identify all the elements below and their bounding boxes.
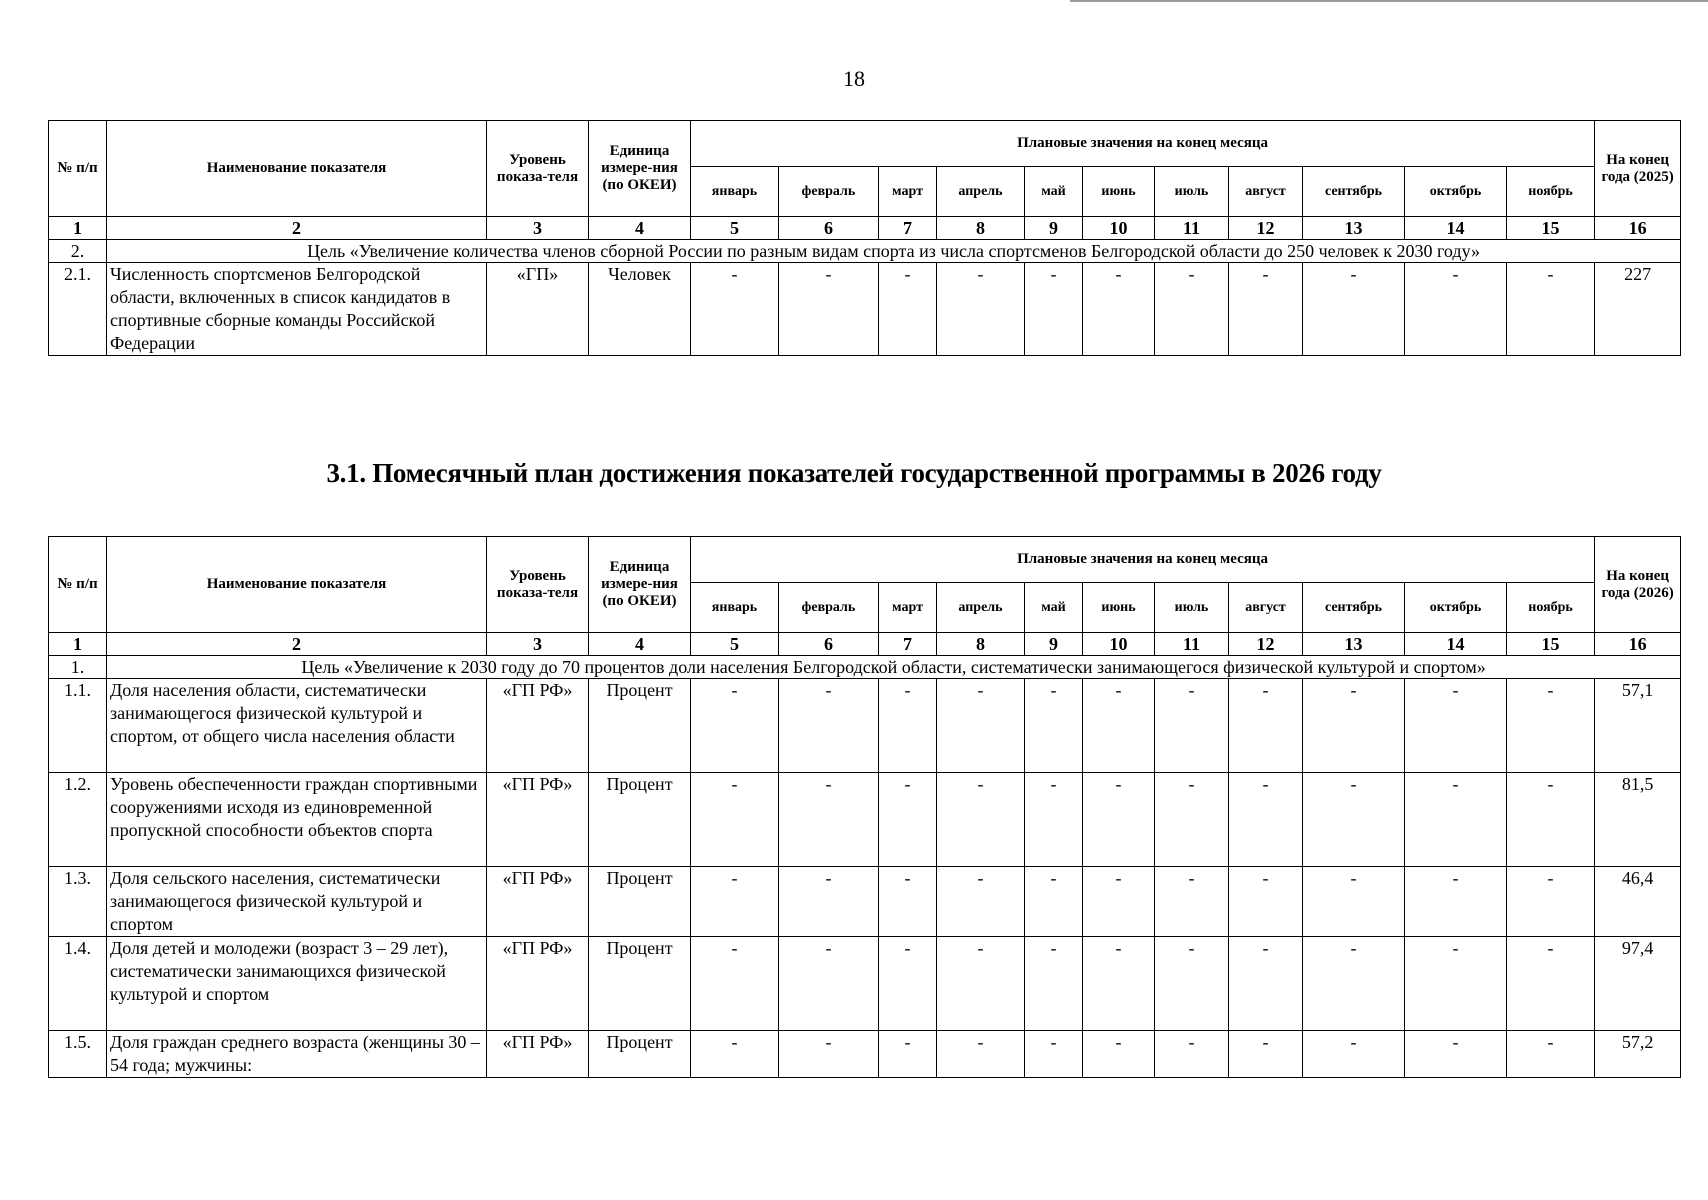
column-number: 8 <box>937 217 1025 240</box>
month-value: - <box>1507 867 1595 937</box>
table-row <box>49 679 1681 773</box>
table-row <box>49 263 1681 356</box>
year-end-value: 97,4 <box>1595 937 1681 1031</box>
column-number: 11 <box>1155 217 1229 240</box>
month-value: - <box>879 773 937 867</box>
header-month: июль <box>1155 583 1229 633</box>
month-value: - <box>879 937 937 1031</box>
column-number: 12 <box>1229 633 1303 656</box>
indicator-level: «ГП РФ» <box>487 937 589 1031</box>
month-value: - <box>779 937 879 1031</box>
header-month: февраль <box>779 167 879 217</box>
header-month: ноябрь <box>1507 167 1595 217</box>
header-num: № п/п <box>49 121 107 217</box>
month-value: - <box>1303 773 1405 867</box>
month-value: - <box>1155 263 1229 356</box>
header-name: Наименование показателя <box>107 537 487 633</box>
column-number: 3 <box>487 633 589 656</box>
month-value: - <box>1229 773 1303 867</box>
header-month: апрель <box>937 583 1025 633</box>
scan-edge-line <box>1070 0 1708 2</box>
month-value: - <box>1507 1031 1595 1078</box>
month-value: - <box>1229 679 1303 773</box>
month-value: - <box>1405 1031 1507 1078</box>
column-number: 14 <box>1405 633 1507 656</box>
month-value: - <box>879 263 937 356</box>
month-value: - <box>1303 937 1405 1031</box>
header-month: апрель <box>937 167 1025 217</box>
month-value: - <box>1083 773 1155 867</box>
goal-number: 1. <box>49 656 107 679</box>
header-planned: Плановые значения на конец месяца <box>691 121 1595 167</box>
table-row <box>49 867 1681 937</box>
month-value: - <box>1025 1031 1083 1078</box>
row-number: 1.3. <box>49 867 107 937</box>
header-year-end: На конец года (2026) <box>1595 537 1681 633</box>
header-month: июнь <box>1083 583 1155 633</box>
month-value: - <box>1229 867 1303 937</box>
month-value: - <box>691 867 779 937</box>
header-month: ноябрь <box>1507 583 1595 633</box>
column-number: 9 <box>1025 217 1083 240</box>
month-value: - <box>937 1031 1025 1078</box>
month-value: - <box>1405 937 1507 1031</box>
column-number: 10 <box>1083 217 1155 240</box>
header-unit: Единица измере-ния (по ОКЕИ) <box>589 121 691 217</box>
header-level: Уровень показа-теля <box>487 537 589 633</box>
header-month: сентябрь <box>1303 583 1405 633</box>
row-number: 1.2. <box>49 773 107 867</box>
indicator-unit: Процент <box>589 937 691 1031</box>
header-month: январь <box>691 167 779 217</box>
month-value: - <box>1303 263 1405 356</box>
header-month: октябрь <box>1405 167 1507 217</box>
indicator-unit: Процент <box>589 773 691 867</box>
column-number: 4 <box>589 633 691 656</box>
indicator-name: Доля граждан среднего возраста (женщины 30 – 54 года; мужчины: <box>107 1031 487 1078</box>
month-value: - <box>1303 679 1405 773</box>
indicator-unit: Процент <box>589 867 691 937</box>
month-value: - <box>1405 263 1507 356</box>
indicator-name: Численность спортсменов Белгородской области, включенных в список кандидатов в спортивные сборные команды Российской Федерации <box>107 263 487 356</box>
month-value: - <box>691 1031 779 1078</box>
indicator-unit: Процент <box>589 679 691 773</box>
month-value: - <box>1025 867 1083 937</box>
month-value: - <box>691 263 779 356</box>
month-value: - <box>937 867 1025 937</box>
section-title: 3.1. Помесячный план достижения показателей государственной программы в 2026 году <box>326 458 1382 488</box>
month-value: - <box>779 679 879 773</box>
table-row <box>49 773 1681 867</box>
column-number: 12 <box>1229 217 1303 240</box>
month-value: - <box>1083 263 1155 356</box>
month-value: - <box>1507 937 1595 1031</box>
row-number: 2.1. <box>49 263 107 356</box>
month-value: - <box>1155 773 1229 867</box>
indicator-level: «ГП РФ» <box>487 867 589 937</box>
year-end-value: 227 <box>1595 263 1681 356</box>
month-value: - <box>691 679 779 773</box>
indicator-level: «ГП РФ» <box>487 1031 589 1078</box>
column-number: 3 <box>487 217 589 240</box>
table-row <box>49 937 1681 1031</box>
indicator-name: Доля населения области, систематически занимающегося физической культурой и спортом, от общего числа населения области <box>107 679 487 773</box>
month-value: - <box>1025 679 1083 773</box>
month-value: - <box>1083 1031 1155 1078</box>
row-number: 1.5. <box>49 1031 107 1078</box>
row-number: 1.1. <box>49 679 107 773</box>
indicator-name: Доля сельского населения, систематически занимающегося физической культурой и спортом <box>107 867 487 937</box>
column-number: 10 <box>1083 633 1155 656</box>
header-month: сентябрь <box>1303 167 1405 217</box>
month-value: - <box>1083 867 1155 937</box>
column-number: 15 <box>1507 217 1595 240</box>
month-value: - <box>691 937 779 1031</box>
month-value: - <box>1229 937 1303 1031</box>
year-end-value: 46,4 <box>1595 867 1681 937</box>
month-value: - <box>691 773 779 867</box>
indicator-name: Доля детей и молодежи (возраст 3 – 29 лет), систематически занимающихся физической культурой и спортом <box>107 937 487 1031</box>
column-number: 1 <box>49 217 107 240</box>
column-number: 14 <box>1405 217 1507 240</box>
header-month: август <box>1229 583 1303 633</box>
month-value: - <box>1507 263 1595 356</box>
header-month: март <box>879 167 937 217</box>
indicator-level: «ГП РФ» <box>487 773 589 867</box>
month-value: - <box>937 263 1025 356</box>
header-month: июнь <box>1083 167 1155 217</box>
month-value: - <box>1155 937 1229 1031</box>
year-end-value: 57,1 <box>1595 679 1681 773</box>
month-value: - <box>779 1031 879 1078</box>
month-value: - <box>1155 867 1229 937</box>
month-value: - <box>1025 937 1083 1031</box>
header-month: март <box>879 583 937 633</box>
header-num: № п/п <box>49 537 107 633</box>
header-level: Уровень показа-теля <box>487 121 589 217</box>
goal-text: Цель «Увеличение к 2030 году до 70 процентов доли населения Белгородской области, систематически занимающегося физической культурой и спортом» <box>107 656 1681 679</box>
column-number: 6 <box>779 217 879 240</box>
month-value: - <box>937 679 1025 773</box>
header-month: май <box>1025 167 1083 217</box>
header-month: август <box>1229 167 1303 217</box>
goal-number: 2. <box>49 240 107 263</box>
month-value: - <box>779 867 879 937</box>
indicator-name: Уровень обеспеченности граждан спортивными сооружениями исходя из единовременной пропускной способности объектов спорта <box>107 773 487 867</box>
month-value: - <box>1083 679 1155 773</box>
month-value: - <box>1229 1031 1303 1078</box>
column-number: 16 <box>1595 633 1681 656</box>
month-value: - <box>1405 867 1507 937</box>
header-year-end: На конец года (2025) <box>1595 121 1681 217</box>
month-value: - <box>1405 773 1507 867</box>
year-end-value: 57,2 <box>1595 1031 1681 1078</box>
month-value: - <box>1405 679 1507 773</box>
column-number: 7 <box>879 633 937 656</box>
month-value: - <box>1507 773 1595 867</box>
row-number: 1.4. <box>49 937 107 1031</box>
month-value: - <box>879 1031 937 1078</box>
month-value: - <box>1303 867 1405 937</box>
month-value: - <box>1507 679 1595 773</box>
header-month: июль <box>1155 167 1229 217</box>
month-value: - <box>779 773 879 867</box>
page-number: 18 <box>843 66 865 91</box>
header-month: январь <box>691 583 779 633</box>
column-number: 2 <box>107 217 487 240</box>
column-number: 8 <box>937 633 1025 656</box>
column-number: 16 <box>1595 217 1681 240</box>
month-value: - <box>1303 1031 1405 1078</box>
header-unit: Единица измере-ния (по ОКЕИ) <box>589 537 691 633</box>
indicator-unit: Человек <box>589 263 691 356</box>
month-value: - <box>937 773 1025 867</box>
month-value: - <box>1155 1031 1229 1078</box>
column-number: 13 <box>1303 633 1405 656</box>
month-value: - <box>937 937 1025 1031</box>
column-number: 1 <box>49 633 107 656</box>
month-value: - <box>879 867 937 937</box>
column-number: 11 <box>1155 633 1229 656</box>
goal-text: Цель «Увеличение количества членов сборной России по разным видам спорта из числа спортсменов Белгородской области до 250 человек к 2030 году» <box>107 240 1681 263</box>
header-month: октябрь <box>1405 583 1507 633</box>
indicator-level: «ГП РФ» <box>487 679 589 773</box>
month-value: - <box>1229 263 1303 356</box>
month-value: - <box>1025 263 1083 356</box>
indicators-table-2025 <box>48 120 1681 356</box>
column-number: 6 <box>779 633 879 656</box>
header-name: Наименование показателя <box>107 121 487 217</box>
month-value: - <box>1025 773 1083 867</box>
month-value: - <box>1155 679 1229 773</box>
month-value: - <box>1083 937 1155 1031</box>
column-number: 13 <box>1303 217 1405 240</box>
indicators-table-2026 <box>48 536 1681 1078</box>
header-month: май <box>1025 583 1083 633</box>
year-end-value: 81,5 <box>1595 773 1681 867</box>
table-row <box>49 1031 1681 1078</box>
indicator-unit: Процент <box>589 1031 691 1078</box>
indicator-level: «ГП» <box>487 263 589 356</box>
column-number: 5 <box>691 633 779 656</box>
column-number: 5 <box>691 217 779 240</box>
header-planned: Плановые значения на конец месяца <box>691 537 1595 583</box>
column-number: 7 <box>879 217 937 240</box>
month-value: - <box>779 263 879 356</box>
column-number: 9 <box>1025 633 1083 656</box>
column-number: 2 <box>107 633 487 656</box>
header-month: февраль <box>779 583 879 633</box>
column-number: 15 <box>1507 633 1595 656</box>
column-number: 4 <box>589 217 691 240</box>
month-value: - <box>879 679 937 773</box>
